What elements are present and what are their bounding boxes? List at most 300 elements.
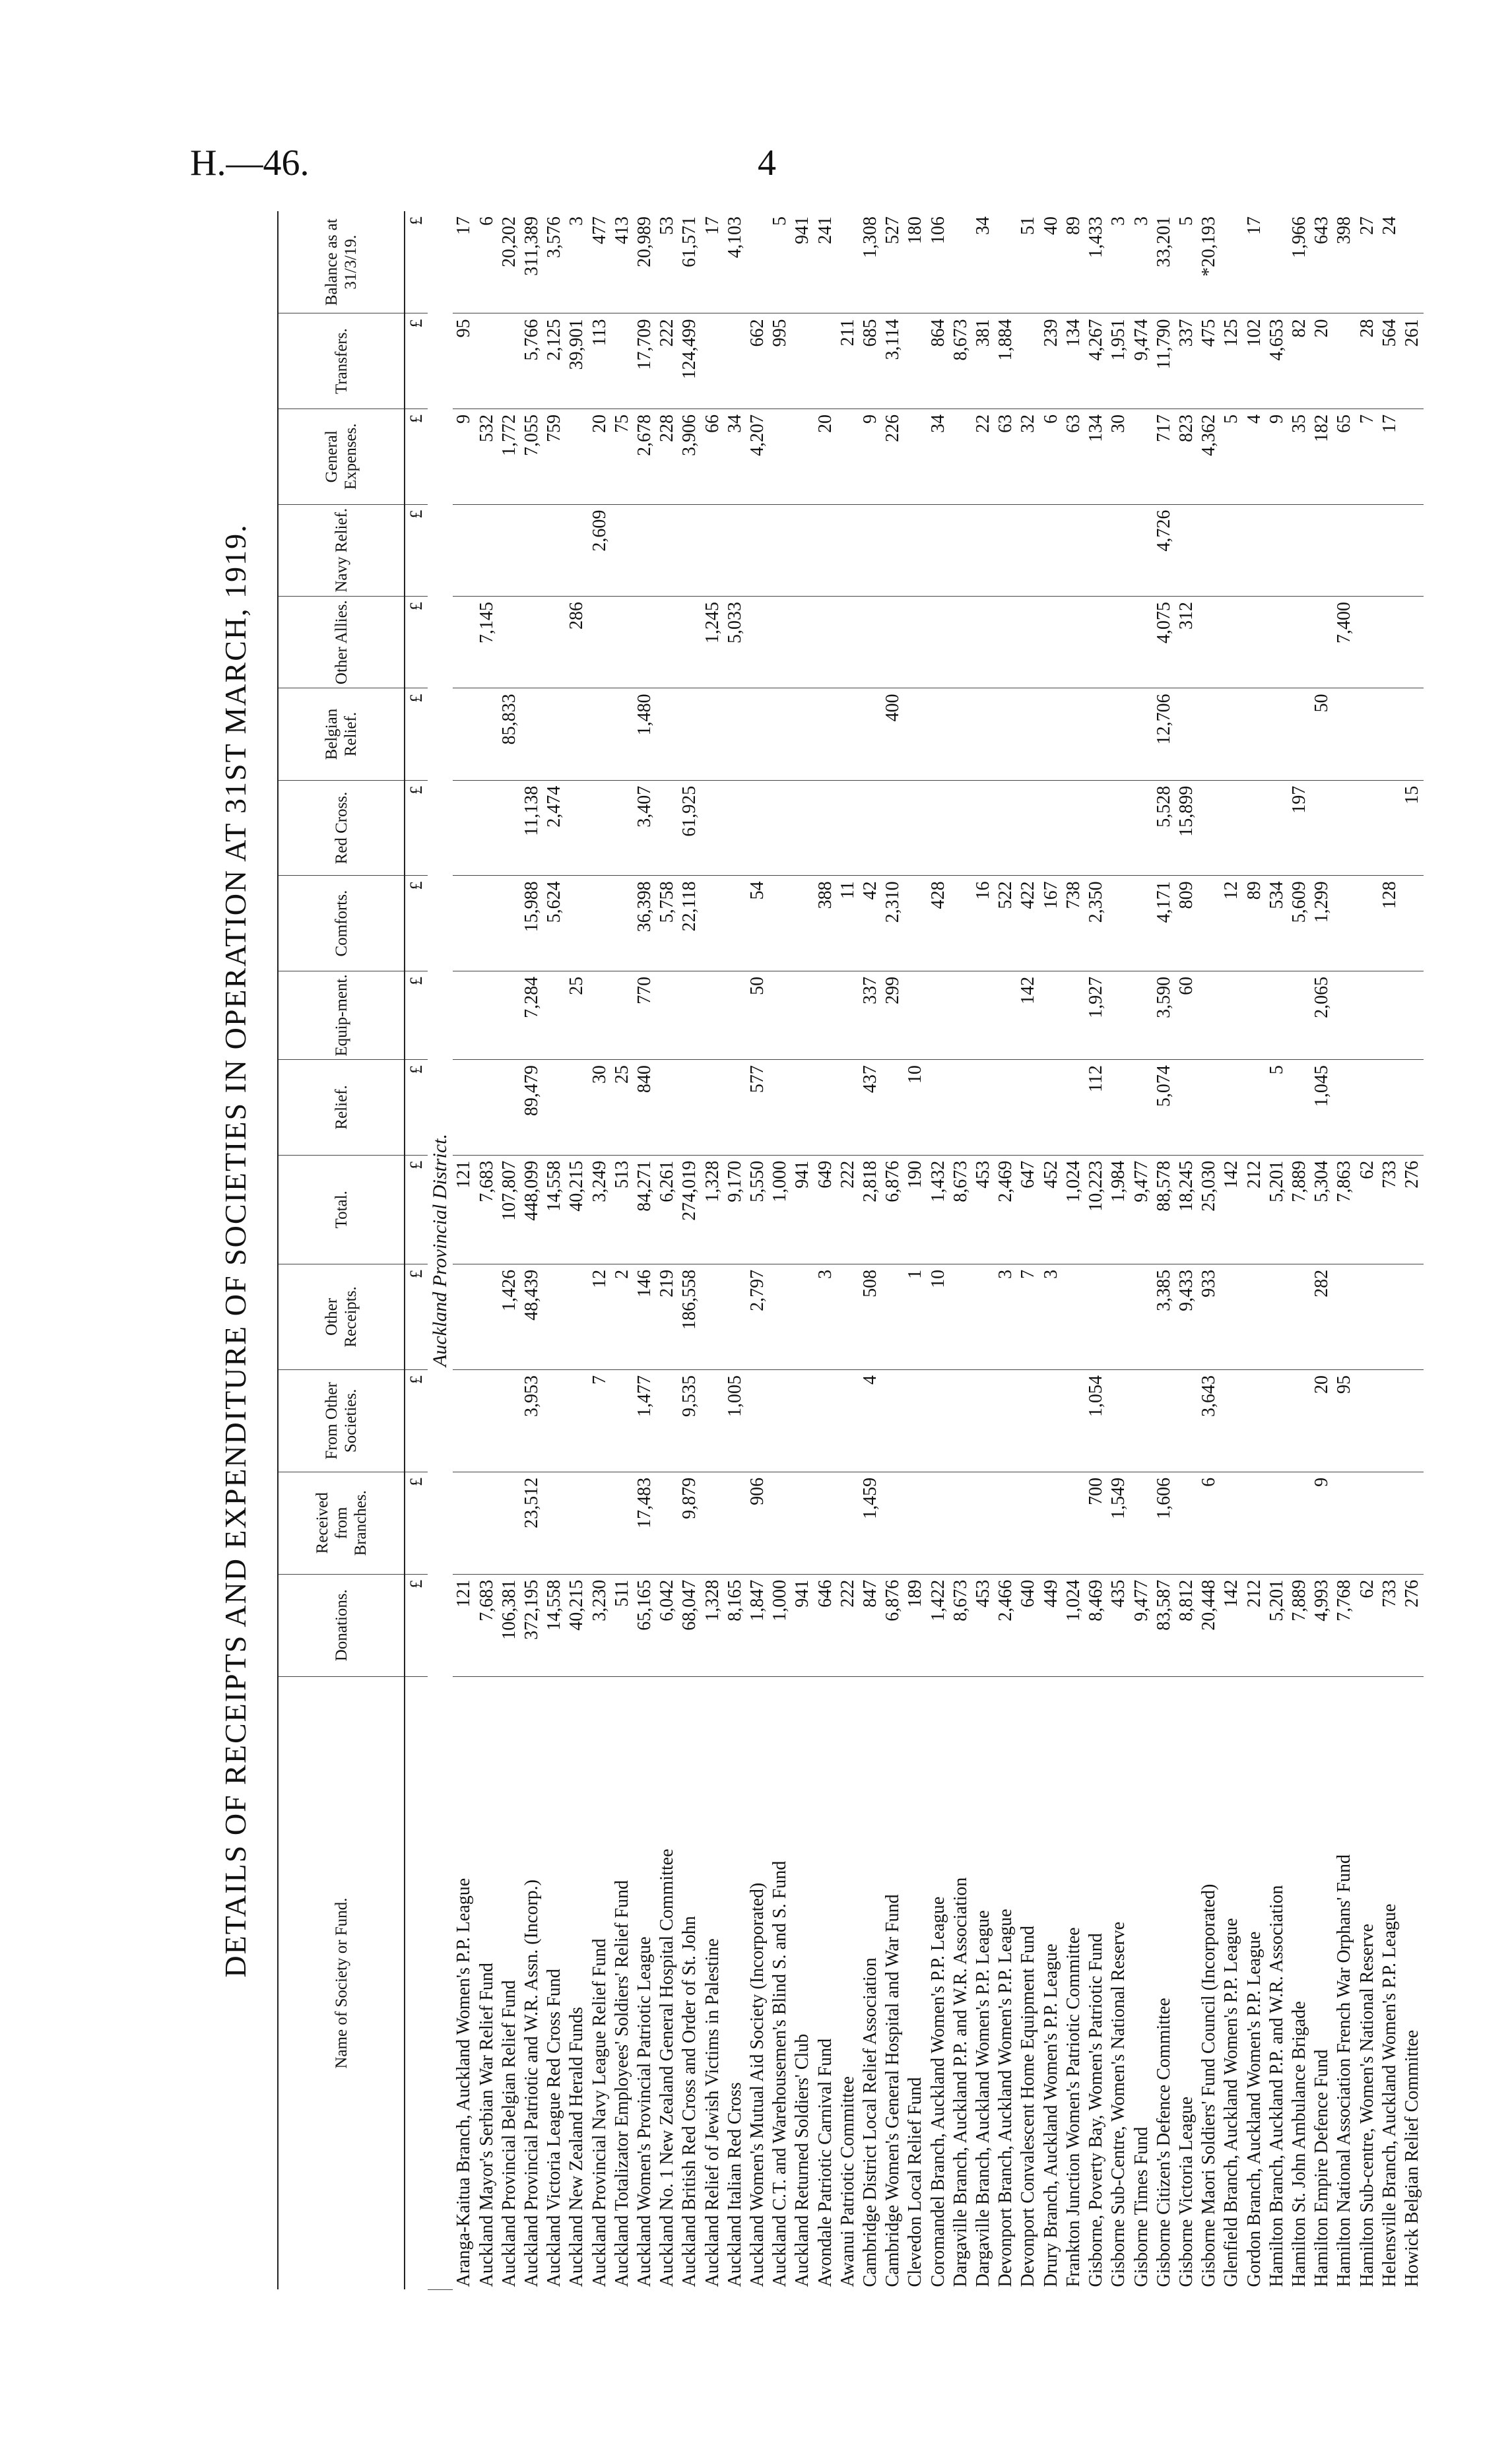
amount-cell: 1,045	[1311, 1060, 1333, 1156]
amount-cell	[1063, 688, 1085, 780]
amount-cell: 577	[746, 1060, 769, 1156]
amount-cell	[1401, 1369, 1424, 1472]
column-header: Red Cross.	[278, 780, 405, 876]
amount-cell: 9,170	[724, 1155, 746, 1264]
amount-cell	[1401, 1264, 1424, 1369]
amount-cell: 167	[1040, 876, 1063, 971]
amount-cell: 3,385	[1153, 1264, 1175, 1369]
page-number: 4	[758, 143, 776, 183]
amount-cell: 4,207	[746, 409, 769, 505]
amount-cell	[611, 780, 634, 876]
amount-cell	[769, 504, 791, 596]
amount-cell: 15,899	[1175, 780, 1198, 876]
society-name-cell: Hamilton Sub-centre, Women's National Reserve	[1356, 1924, 1377, 2287]
amount-cell	[1379, 1472, 1401, 1574]
amount-cell	[1333, 1060, 1356, 1156]
amount-cell	[1175, 1060, 1198, 1156]
amount-cell	[904, 876, 927, 971]
amount-cell: 20	[814, 409, 837, 505]
amount-cell: 941	[791, 1155, 814, 1264]
table-row	[859, 211, 882, 2290]
amount-cell	[837, 688, 859, 780]
amount-cell: 1,024	[1063, 1155, 1085, 1264]
amount-cell	[1153, 1369, 1175, 1472]
table-row	[1153, 211, 1175, 2290]
amount-cell: 1,459	[859, 1472, 882, 1574]
amount-cell	[1288, 597, 1311, 688]
amount-cell	[1379, 1369, 1401, 1472]
amount-cell	[904, 313, 927, 409]
amount-cell: 4,726	[1153, 504, 1175, 596]
society-name-cell: Auckland C.T. and Warehousemen's Blind S. and S. Fund	[770, 1860, 791, 2287]
amount-cell	[589, 688, 611, 780]
amount-cell: 40,215	[566, 1155, 588, 1264]
amount-cell: 5	[769, 211, 791, 313]
amount-cell	[566, 504, 588, 596]
amount-cell	[972, 1060, 995, 1156]
amount-cell	[927, 1472, 950, 1574]
table-row	[791, 211, 814, 2290]
amount-cell: 337	[1175, 313, 1198, 409]
amount-cell: 662	[746, 313, 769, 409]
amount-cell	[656, 1060, 678, 1156]
amount-cell: 113	[589, 313, 611, 409]
amount-cell	[543, 597, 566, 688]
table-row	[1401, 211, 1424, 2290]
amount-cell	[1288, 1060, 1311, 1156]
table-title: DETAILS OF RECEIPTS AND EXPENDITURE OF SOCIETIES IN OPERATION AT 31ST MARCH, 1919.	[218, 523, 252, 1978]
column-header: Navy Relief.	[278, 504, 405, 596]
amount-cell	[859, 780, 882, 876]
amount-cell	[611, 876, 634, 971]
amount-cell: 513	[611, 1155, 634, 1264]
amount-cell	[995, 1369, 1017, 1472]
district-heading: Auckland Provincial District.	[428, 211, 453, 2290]
amount-cell: 5	[1266, 1060, 1288, 1156]
amount-cell	[1266, 597, 1288, 688]
amount-cell	[1333, 1264, 1356, 1369]
amount-cell	[882, 597, 904, 688]
amount-cell: 733	[1379, 1155, 1401, 1264]
amount-cell: 941	[791, 211, 814, 313]
amount-cell	[566, 1264, 588, 1369]
amount-cell: 274,019	[678, 1155, 701, 1264]
amount-cell	[769, 971, 791, 1059]
amount-cell	[1379, 597, 1401, 688]
amount-cell: 33,201	[1153, 211, 1175, 313]
amount-cell	[791, 1060, 814, 1156]
amount-cell	[1085, 504, 1107, 596]
amount-cell	[814, 1060, 837, 1156]
amount-cell	[791, 409, 814, 505]
amount-cell: 3,953	[521, 1369, 543, 1472]
amount-cell	[453, 688, 475, 780]
amount-cell: 840	[634, 1060, 656, 1156]
amount-cell	[453, 971, 475, 1059]
amount-cell	[724, 504, 746, 596]
amount-cell: 7,683	[476, 1155, 498, 1264]
amount-cell	[1220, 688, 1243, 780]
amount-cell: 5	[1175, 211, 1198, 313]
amount-cell	[814, 313, 837, 409]
amount-cell: 6,042	[656, 1574, 678, 1676]
amount-cell	[1107, 1060, 1130, 1156]
amount-cell	[769, 1369, 791, 1472]
amount-cell: 239	[1040, 313, 1063, 409]
amount-cell: 3,249	[589, 1155, 611, 1264]
amount-cell: 212	[1243, 1574, 1266, 1676]
amount-cell	[927, 597, 950, 688]
society-name-cell: Gisborne Victoria League	[1175, 2096, 1197, 2287]
table-row	[1063, 211, 1085, 2290]
amount-cell	[1107, 876, 1130, 971]
amount-cell	[1243, 971, 1266, 1059]
amount-cell	[476, 688, 498, 780]
amount-cell: 906	[746, 1472, 769, 1574]
amount-cell: 121	[453, 1155, 475, 1264]
amount-cell	[1401, 597, 1424, 688]
amount-cell	[1063, 1060, 1085, 1156]
amount-cell	[1107, 597, 1130, 688]
amount-cell	[1243, 504, 1266, 596]
column-header: Other Receipts.	[278, 1264, 405, 1369]
amount-cell	[1220, 1369, 1243, 1472]
amount-cell	[453, 504, 475, 596]
amount-cell	[476, 1472, 498, 1574]
amount-cell	[1063, 971, 1085, 1059]
amount-cell	[814, 504, 837, 596]
amount-cell: 299	[882, 971, 904, 1059]
table-row	[1085, 211, 1107, 2290]
amount-cell: 1,299	[1311, 876, 1333, 971]
amount-cell	[1243, 597, 1266, 688]
amount-cell	[950, 504, 972, 596]
amount-cell	[1379, 780, 1401, 876]
amount-cell: 1,422	[927, 1574, 950, 1676]
amount-cell	[1175, 504, 1198, 596]
amount-cell	[476, 971, 498, 1059]
amount-cell	[1107, 780, 1130, 876]
society-name-cell: Auckland British Red Cross and Order of St. John	[679, 1916, 700, 2287]
society-name-cell: Gisborne, Poverty Bay, Women's Patriotic Fund	[1086, 1933, 1107, 2287]
amount-cell	[882, 1060, 904, 1156]
amount-cell: 847	[859, 1574, 882, 1676]
amount-cell: 10	[904, 1060, 927, 1156]
amount-cell	[1040, 1472, 1063, 1574]
amount-cell: 1,000	[769, 1155, 791, 1264]
amount-cell	[611, 597, 634, 688]
society-name-cell: Hamilton Empire Defence Fund	[1311, 2049, 1332, 2287]
society-name-cell: Gordon Branch, Auckland Women's P.P. League	[1243, 1931, 1265, 2287]
amount-cell	[724, 876, 746, 971]
amount-cell	[724, 780, 746, 876]
amount-cell: 6	[1198, 1472, 1220, 1574]
amount-cell	[1401, 876, 1424, 971]
amount-cell: 452	[1040, 1155, 1063, 1264]
amount-cell: 933	[1198, 1264, 1220, 1369]
table-row	[1356, 211, 1379, 2290]
unit-cell: £	[405, 1472, 428, 1574]
society-name-cell: Auckland Italian Red Cross	[724, 2082, 745, 2287]
amount-cell: 182	[1311, 409, 1333, 505]
amount-cell: 61,925	[678, 780, 701, 876]
amount-cell: 2	[611, 1264, 634, 1369]
society-name-cell: Aranga-Kaitua Branch, Auckland Women's P.P. League	[453, 1878, 475, 2287]
amount-cell: 197	[1288, 780, 1311, 876]
table-row	[814, 211, 837, 2290]
amount-cell	[1085, 780, 1107, 876]
amount-cell: 9,433	[1175, 1264, 1198, 1369]
amount-cell: 68,047	[678, 1574, 701, 1676]
amount-cell	[837, 1060, 859, 1156]
amount-cell: 40	[1040, 211, 1063, 313]
amount-cell: 685	[859, 313, 882, 409]
society-name-cell: Glenfield Branch, Auckland Women's P.P. League	[1221, 1918, 1242, 2287]
amount-cell: 276	[1401, 1155, 1424, 1264]
society-name-cell: Howick Belgian Relief Committee	[1401, 2029, 1422, 2287]
amount-cell	[972, 688, 995, 780]
amount-cell	[1107, 504, 1130, 596]
amount-cell: 3,407	[634, 780, 656, 876]
amount-cell: 12,706	[1153, 688, 1175, 780]
table-row	[1198, 211, 1220, 2290]
amount-cell	[837, 1369, 859, 1472]
amount-cell: 646	[814, 1574, 837, 1676]
amount-cell	[1288, 1369, 1311, 1472]
amount-cell: 89	[1063, 211, 1085, 313]
amount-cell	[476, 780, 498, 876]
amount-cell	[904, 504, 927, 596]
amount-cell: 25,030	[1198, 1155, 1220, 1264]
amount-cell: 34	[724, 409, 746, 505]
amount-cell: 428	[927, 876, 950, 971]
society-name-cell: Awanui Patriotic Committee	[837, 2076, 858, 2287]
society-name-cell: Clevedon Local Relief Fund	[905, 2077, 926, 2287]
amount-cell: 11,138	[521, 780, 543, 876]
amount-cell	[702, 780, 724, 876]
column-header: Comforts.	[278, 876, 405, 971]
table-row	[1175, 211, 1198, 2290]
amount-cell	[1356, 971, 1379, 1059]
amount-cell	[814, 597, 837, 688]
amount-cell	[724, 1264, 746, 1369]
amount-cell: 276	[1401, 1574, 1424, 1676]
amount-cell	[1379, 1060, 1401, 1156]
table-row	[950, 211, 972, 2290]
amount-cell: 102	[1243, 313, 1266, 409]
table-row	[1131, 211, 1153, 2290]
amount-cell: 222	[656, 313, 678, 409]
amount-cell	[1379, 1264, 1401, 1369]
amount-cell	[1243, 1472, 1266, 1574]
amount-cell: 437	[859, 1060, 882, 1156]
amount-cell	[1017, 597, 1039, 688]
amount-cell: 1,966	[1288, 211, 1311, 313]
amount-cell	[1379, 971, 1401, 1059]
amount-cell: 1,477	[634, 1369, 656, 1472]
amount-cell: 4,171	[1153, 876, 1175, 971]
amount-cell	[1063, 597, 1085, 688]
amount-cell: 4,653	[1266, 313, 1288, 409]
amount-cell: 4,362	[1198, 409, 1220, 505]
amount-cell	[972, 1264, 995, 1369]
amount-cell	[1131, 1369, 1153, 1472]
amount-cell	[837, 1264, 859, 1369]
amount-cell	[972, 971, 995, 1059]
amount-cell: 40,215	[566, 1574, 588, 1676]
amount-cell	[927, 1060, 950, 1156]
amount-cell	[791, 876, 814, 971]
amount-cell: 7,863	[1333, 1155, 1356, 1264]
column-header: Name of Society or Fund.	[278, 1676, 405, 2289]
amount-cell	[1356, 1369, 1379, 1472]
amount-cell: 643	[1311, 211, 1333, 313]
document-reference: H.—46.	[190, 143, 310, 183]
amount-cell: 400	[882, 688, 904, 780]
amount-cell: 211	[837, 313, 859, 409]
amount-cell: 1,433	[1085, 211, 1107, 313]
amount-cell	[950, 688, 972, 780]
amount-cell	[950, 211, 972, 313]
table-row	[1017, 211, 1039, 2290]
amount-cell	[453, 597, 475, 688]
amount-cell: 1,951	[1107, 313, 1130, 409]
amount-cell: 17	[1243, 211, 1266, 313]
amount-cell	[904, 688, 927, 780]
amount-cell	[1131, 409, 1153, 505]
table-row	[995, 211, 1017, 2290]
amount-cell: 823	[1175, 409, 1198, 505]
amount-cell	[678, 504, 701, 596]
amount-cell	[746, 597, 769, 688]
amount-cell: 2,469	[995, 1155, 1017, 1264]
unit-cell: £	[405, 1155, 428, 1264]
amount-cell	[702, 876, 724, 971]
amount-cell	[814, 780, 837, 876]
amount-cell	[1356, 504, 1379, 596]
amount-cell: 261	[1401, 313, 1424, 409]
amount-cell: 25	[566, 971, 588, 1059]
table-row	[837, 211, 859, 2290]
amount-cell: 60	[1175, 971, 1198, 1059]
amount-cell	[769, 688, 791, 780]
amount-cell	[1131, 876, 1153, 971]
amount-cell: 809	[1175, 876, 1198, 971]
amount-cell	[769, 409, 791, 505]
amount-cell: 3	[1040, 1264, 1063, 1369]
table-row	[521, 211, 543, 2290]
amount-cell: 700	[1085, 1472, 1107, 1574]
amount-cell: 9,474	[1131, 313, 1153, 409]
amount-cell	[543, 688, 566, 780]
amount-cell	[543, 1472, 566, 1574]
amount-cell	[1131, 504, 1153, 596]
amount-cell	[995, 1472, 1017, 1574]
amount-cell	[791, 597, 814, 688]
society-name-cell: Auckland Provincial Navy League Relief Fund	[589, 1938, 610, 2287]
amount-cell	[476, 876, 498, 971]
amount-cell	[611, 688, 634, 780]
table-row	[1288, 211, 1311, 2290]
amount-cell	[1063, 1369, 1085, 1472]
table-row	[634, 211, 656, 2290]
amount-cell	[1131, 780, 1153, 876]
column-header-row	[278, 211, 405, 2290]
amount-cell	[589, 971, 611, 1059]
amount-cell	[724, 971, 746, 1059]
amount-cell: 4,993	[1311, 1574, 1333, 1676]
amount-cell: 62	[1356, 1155, 1379, 1264]
amount-cell	[791, 504, 814, 596]
amount-cell	[746, 688, 769, 780]
amount-cell: 53	[656, 211, 678, 313]
table-row	[498, 211, 521, 2290]
amount-cell: 738	[1063, 876, 1085, 971]
amount-cell	[814, 1369, 837, 1472]
amount-cell	[634, 504, 656, 596]
amount-cell: 4,267	[1085, 313, 1107, 409]
table-row	[1266, 211, 1288, 2290]
amount-cell: 17	[453, 211, 475, 313]
amount-cell: 372,195	[521, 1574, 543, 1676]
amount-cell	[1063, 504, 1085, 596]
amount-cell: 134	[1085, 409, 1107, 505]
amount-cell	[995, 688, 1017, 780]
amount-cell	[769, 876, 791, 971]
amount-cell	[1266, 971, 1288, 1059]
amount-cell	[1017, 1369, 1039, 1472]
amount-cell	[702, 1060, 724, 1156]
amount-cell	[1220, 597, 1243, 688]
amount-cell	[702, 688, 724, 780]
amount-cell	[453, 1060, 475, 1156]
amount-cell: 20	[1311, 1369, 1333, 1472]
amount-cell	[1401, 409, 1424, 505]
amount-cell	[769, 1472, 791, 1574]
unit-cell: £	[405, 504, 428, 596]
amount-cell: 435	[1107, 1574, 1130, 1676]
amount-cell	[1288, 971, 1311, 1059]
amount-cell	[1401, 211, 1424, 313]
amount-cell: 65,165	[634, 1574, 656, 1676]
amount-cell: 84,271	[634, 1155, 656, 1264]
amount-cell	[995, 780, 1017, 876]
amount-cell: 8,812	[1175, 1574, 1198, 1676]
amount-cell	[859, 597, 882, 688]
society-name-cell: Cambridge Women's General Hospital and War Fund	[882, 1894, 904, 2287]
amount-cell: 124,499	[678, 313, 701, 409]
amount-cell: 1,245	[702, 597, 724, 688]
amount-cell: 5,033	[724, 597, 746, 688]
amount-cell	[1288, 1264, 1311, 1369]
amount-cell	[1131, 1472, 1153, 1574]
amount-cell: 23,512	[521, 1472, 543, 1574]
amount-cell	[904, 971, 927, 1059]
amount-cell	[814, 688, 837, 780]
amount-cell: 2,474	[543, 780, 566, 876]
amount-cell	[1266, 211, 1288, 313]
amount-cell: 3,114	[882, 313, 904, 409]
amount-cell: 66	[702, 409, 724, 505]
amount-cell: 2,466	[995, 1574, 1017, 1676]
amount-cell: 8,673	[950, 313, 972, 409]
amount-cell	[656, 688, 678, 780]
table-row	[1040, 211, 1063, 2290]
amount-cell: 422	[1017, 876, 1039, 971]
amount-cell: 63	[995, 409, 1017, 505]
unit-cell: £	[405, 876, 428, 971]
unit-cell: £	[405, 597, 428, 688]
